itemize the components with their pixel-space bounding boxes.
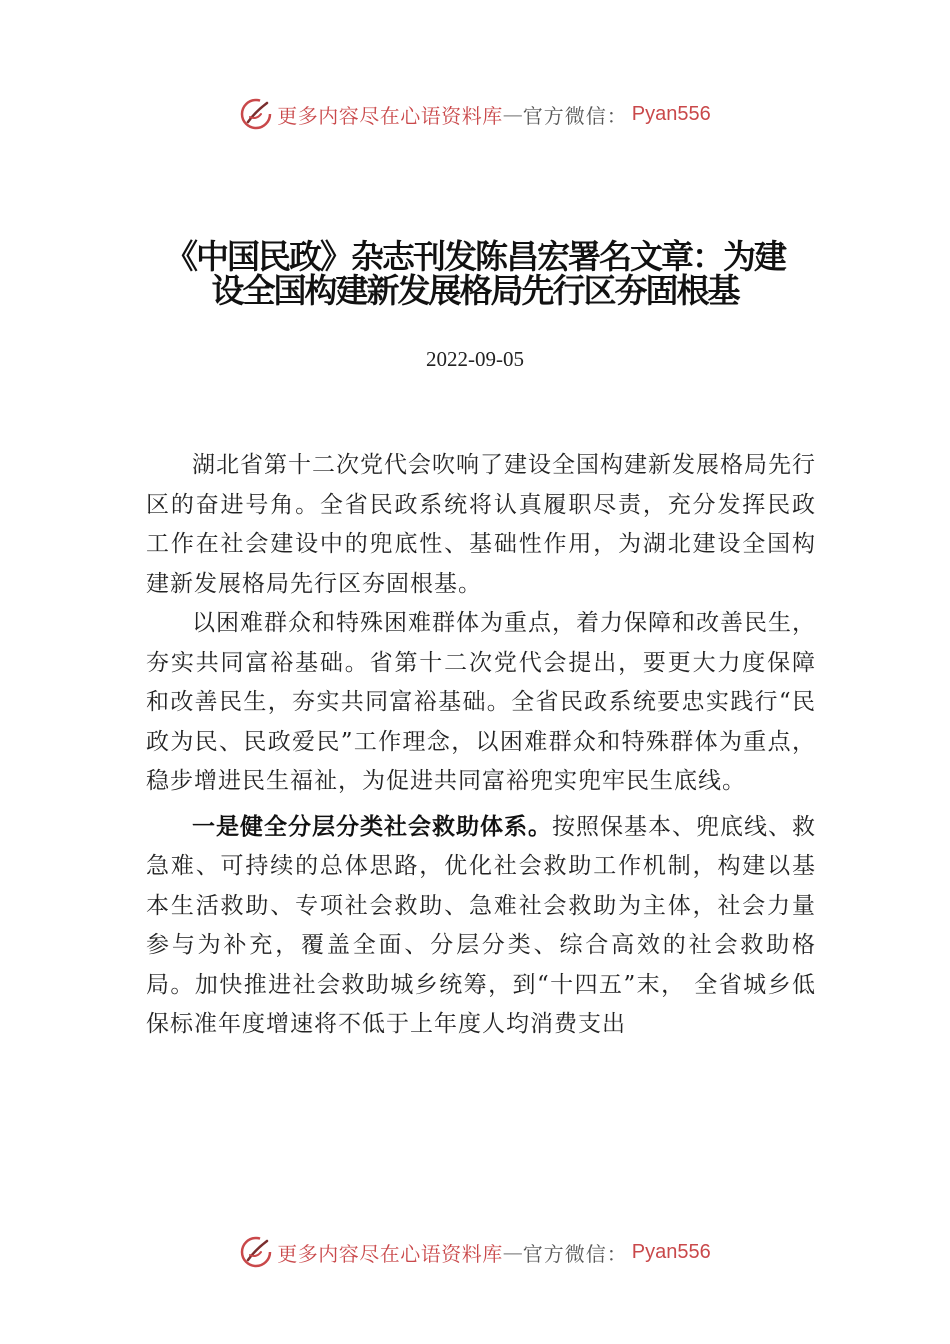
paragraph-1-text: 湖北省第十二次党代会吹响了建设全国构建新发展格局先行区的奋进号角。全省民政系统将认真履职尽责，充分发挥民政工作在社会建设中的兜底性、基础性作用，为湖北建设全国构建新发展格局先行区夯固根基。 xyxy=(146,452,816,597)
watermark-label: 官方微信： xyxy=(522,1241,628,1266)
watermark-source: 更多内容尽在心语资料库 xyxy=(277,1241,503,1266)
paragraph-2-text: 以困难群众和特殊困难群体为重点，着力保障和改善民生，夯实共同富裕基础。省第十二次党代会提出，要更大力度保障和改善民生，夯实共同富裕基础。全省民政系统要忠实践行“民政为民、民政爱民”工作理念，以困难群众和特殊群体为重点，稳步增进民生福祉，为促进共同富裕兜实兜牢民生底线。 xyxy=(146,610,816,794)
watermark-wechat-id: Pyan556 xyxy=(631,1240,711,1263)
watermark-source: 更多内容尽在心语资料库 xyxy=(277,103,503,128)
document-date: 2022-09-05 xyxy=(426,347,524,371)
watermark-separator: — xyxy=(502,102,523,126)
document-body xyxy=(146,446,816,1045)
brush-logo-icon xyxy=(239,1235,273,1269)
paragraph-1 xyxy=(146,446,816,604)
paragraph-3-lead: 一是健全分层分类社会救助体系。 xyxy=(192,813,552,840)
document-title: 《中国民政》杂志刊发陈昌宏署名文章：为建设全国构建新发展格局先行区夯固根基 xyxy=(165,237,785,310)
paragraph-3-text: 按照保基本、兜底线、救急难、可持续的总体思路，优化社会救助工作机制，构建以基本生活救助、专项社会救助、急难社会救助为主体，社会力量参与为补充，覆盖全面、分层分类、综合高效的社会救助格局。加快推进社会救助城乡统筹，到“十四五”末， 全省城乡低保标准年度增速将不低于上年度人均消费支出 xyxy=(146,813,816,1037)
watermark-separator: — xyxy=(502,1240,523,1264)
brush-logo-icon xyxy=(239,97,273,131)
paragraph-2 xyxy=(146,604,816,802)
watermark-header xyxy=(0,94,950,134)
watermark-label: 官方微信： xyxy=(522,103,628,128)
watermark-footer xyxy=(0,1232,950,1272)
watermark-wechat-id: Pyan556 xyxy=(631,102,711,125)
paragraph-3 xyxy=(146,808,816,1045)
